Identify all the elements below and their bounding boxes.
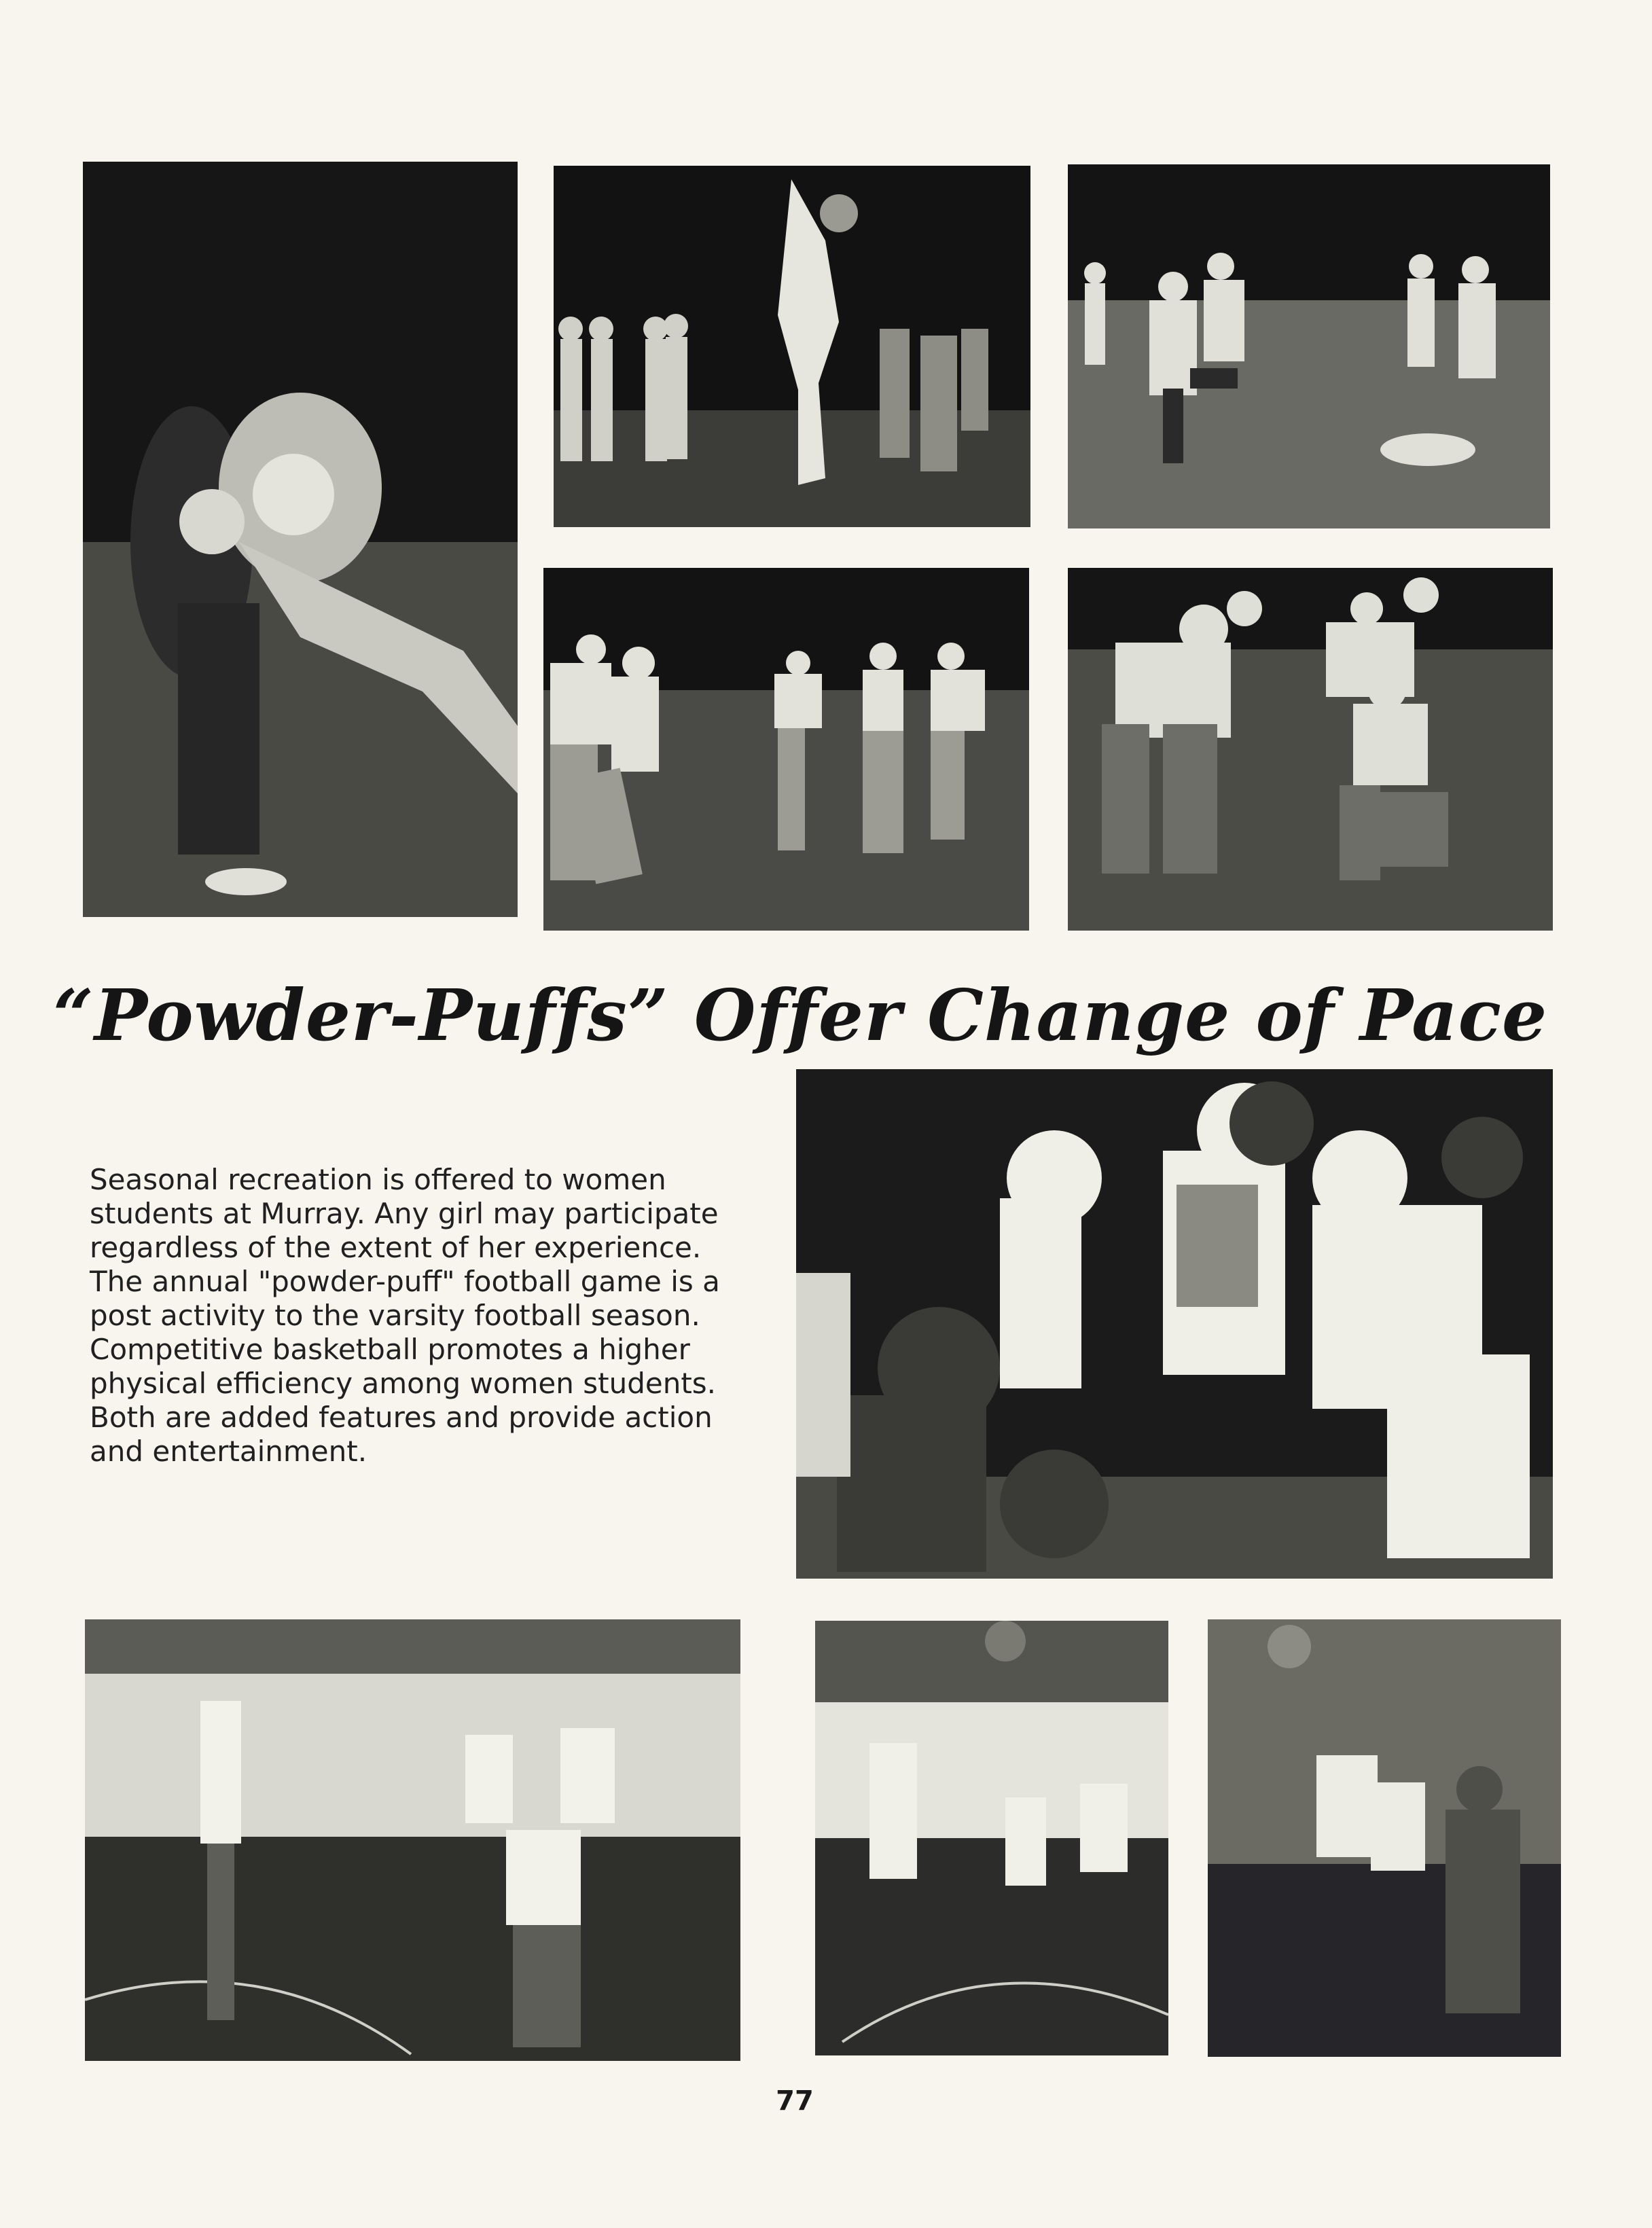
football-jump-photo [554, 166, 1030, 527]
basketball-shot-3-photo [1208, 1619, 1561, 2057]
basketball-shot-2-image [815, 1621, 1168, 2055]
basketball-shot-1-image [85, 1619, 740, 2061]
football-huddle-run-photo [1068, 568, 1553, 931]
basketball-shot-3-image [1208, 1619, 1561, 2057]
basketball-bench-photo [796, 1069, 1553, 1579]
basketball-bench-image [796, 1069, 1553, 1579]
basketball-shot-1-photo [85, 1619, 740, 2061]
football-huddle-run-image [1068, 568, 1553, 931]
football-field-play-image [1068, 164, 1550, 528]
football-tackle-image [83, 162, 518, 917]
article-body-text: Seasonal recreation is offered to women students at Murray. Any girl may participate regardless of the extent of her experience. The annual "powder-puff" football game is a post activity to the varsity football season. Competitive basketball promotes a higher physical efficiency among women students. Both are added features and provide action and entertainment. [90, 1163, 720, 1468]
football-jump-image [554, 166, 1030, 527]
page-number: 77 [776, 2085, 814, 2117]
football-tackle-photo [83, 162, 518, 917]
football-line-image [543, 568, 1029, 931]
football-field-play-photo [1068, 164, 1550, 528]
page-headline: “Powder-Puffs” Offer Change of Pace [53, 973, 1548, 1057]
football-line-photo [543, 568, 1029, 931]
basketball-shot-2-photo [815, 1621, 1168, 2055]
